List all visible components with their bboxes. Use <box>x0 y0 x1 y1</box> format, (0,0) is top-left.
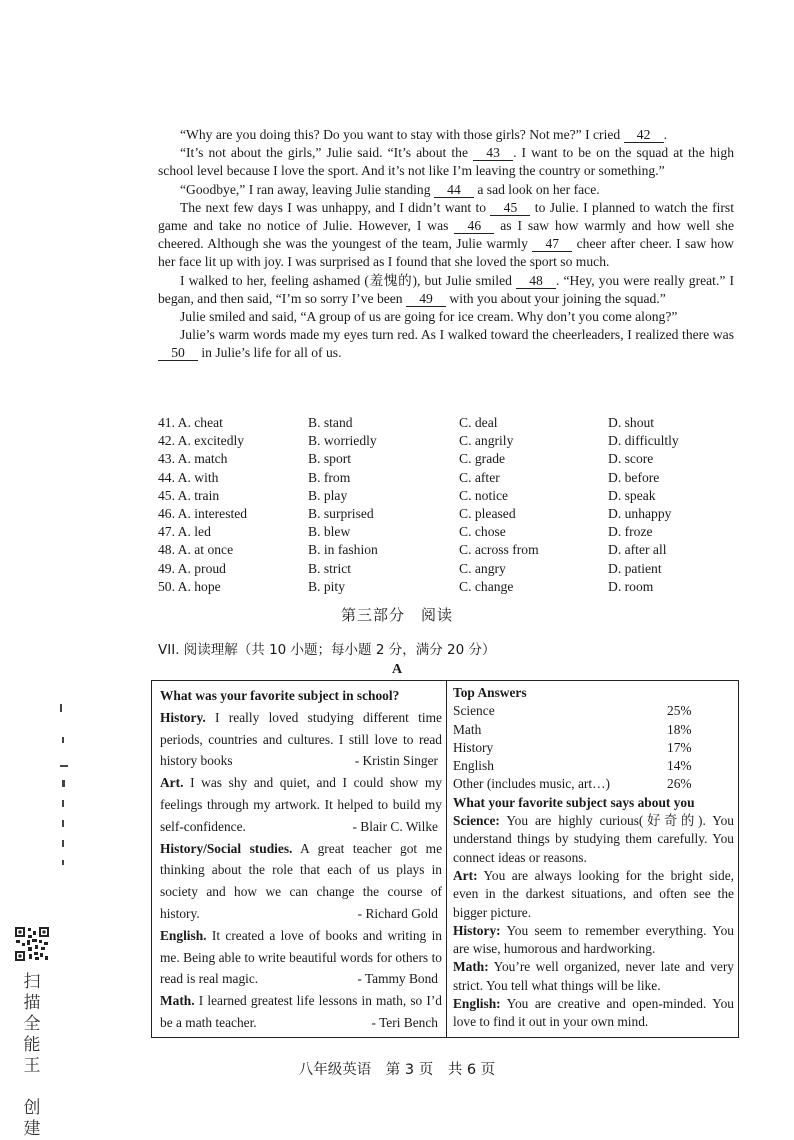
blank-48: 48 <box>516 273 556 289</box>
scan-speck <box>62 840 64 847</box>
answer-entry: History/Social studies. A great teacher got me thinking about the role that each of us plays in society and how we can change the course of history. - Richard Gold <box>160 840 443 921</box>
paragraph: “It’s not about the girls,” Julie said. “It’s about the 43 . I want to be on the squad at the high school level because I love the sport. And it’s not like I’m leaving the country or something.” <box>158 145 734 179</box>
watermark-char: 扫 <box>23 972 41 992</box>
says-entry: History: You seem to remember everything. You are wise, humorous and hardworking. <box>453 922 734 957</box>
cloze-passage <box>158 126 734 363</box>
option-row: 47. A. led B. blew C. chose D. froze <box>158 524 653 540</box>
answers-column <box>152 681 447 1037</box>
says-entry: Art: You are always looking for the bright side, even in the darkest situations, and often see the bigger picture. <box>453 867 734 920</box>
survey-question: What was your favorite subject in school? <box>160 688 400 703</box>
says-entry: English: You are creative and open-minded. You love to find it out in your own mind. <box>453 996 734 1030</box>
stat-row: History 17% <box>453 739 692 755</box>
option-row: 42. A. excitedly B. worriedly C. angrily D. difficultly <box>158 433 679 449</box>
says-title: What your favorite subject says about you <box>453 794 695 810</box>
scan-speck <box>62 737 64 743</box>
option-row: 43. A. match B. sport C. grade D. score <box>158 451 654 467</box>
answer-entry: English. It created a love of books and writing in me. Being able to write beautiful words for others to read is real magic. - Tammy Bond <box>160 927 442 987</box>
scan-speck <box>62 780 65 787</box>
blank-50: 50 <box>158 345 198 361</box>
paragraph: “Why are you doing this? Do you want to stay with those girls? Not me?” I cried 42 . <box>180 127 667 142</box>
blank-44: 44 <box>434 182 474 198</box>
scan-speck <box>60 765 68 767</box>
option-row: 44. A. with B. from C. after D. before <box>158 469 660 485</box>
says-entry: Science: You are highly curious(好奇的). You understand things by studying them carefully. You connect ideas or reasons. <box>453 813 734 865</box>
paragraph: I walked to her, feeling ashamed (羞愧的), but Julie smiled 48 . “Hey, you were really great.” I began, and then said, “I’m so sorry I’ve been 49 with you about your joining the squad.” <box>158 272 734 306</box>
paragraph: Julie smiled and said, “A group of us are going for ice cream. Why don’t you come along?” <box>180 309 678 325</box>
top-answers-column <box>448 681 738 1040</box>
option-row: 49. A. proud B. strict C. angry D. patient <box>158 560 662 576</box>
paragraph: Julie’s warm words made my eyes turn red. As I walked toward the cheerleaders, I realized there was 50 in Julie’s life for all of us. <box>158 326 734 362</box>
page-footer: 八年级英语 第 3 页 共 6 页 <box>298 1062 496 1078</box>
stat-row: Math 18% <box>453 721 692 737</box>
scan-speck <box>62 860 64 865</box>
paragraph: “Goodbye,” I ran away, leaving Julie standing 44 a sad look on her face. <box>180 181 600 197</box>
top-answers-title: Top Answers <box>453 685 527 700</box>
stat-row: Science 25% <box>453 703 692 719</box>
blank-42: 42 <box>624 127 664 143</box>
option-row: 46. A. interested B. surprised C. pleased D. unhappy <box>158 505 672 521</box>
answer-entry: History. I really loved studying different time periods, countries and cultures. I still love to read history books - Kristin Singer <box>160 709 442 769</box>
answer-entry: Math. I learned greatest life lessons in math, so I’d be a math teacher. - Teri Bench <box>160 993 442 1030</box>
option-row: 45. A. train B. play C. notice D. speak <box>158 487 656 503</box>
blank-46: 46 <box>454 218 494 234</box>
watermark-char: 王 <box>23 1056 41 1076</box>
scanner-watermark <box>20 972 44 1140</box>
scan-speck <box>62 800 64 807</box>
watermark-char: 描 <box>23 993 41 1013</box>
scan-speck <box>60 704 62 712</box>
watermark-char: 创 <box>23 1098 41 1118</box>
answer-entry: Art. I was shy and quiet, and I could show my feelings through my artwork. It helped to build my self-confidence. - Blair C. Wilke <box>160 775 442 834</box>
survey-table <box>151 680 739 1038</box>
watermark-char: 建 <box>23 1119 41 1139</box>
blank-47: 47 <box>532 236 572 252</box>
watermark-char: 能 <box>23 1035 41 1055</box>
watermark-char <box>20 1077 44 1098</box>
option-row: 48. A. at once B. in fashion C. across from D. after all <box>158 542 667 558</box>
paragraph: The next few days I was unhappy, and I didn’t want to 45 to Julie. I planned to watch the first game and take no notice of Julie. However, I was 46 as I saw how warmly and how well she cheered. Although she was the youngest of the team, Julie warmly 47 cheer after cheer. I saw how her face lit up with joy. I was surprised as I found that she loved the sport so much. <box>158 199 735 270</box>
option-row: 41. A. cheat B. stand C. deal D. shout <box>158 415 655 430</box>
stat-row: English 14% <box>453 758 692 774</box>
option-row: 50. A. hope B. pity C. change D. room <box>158 578 654 594</box>
section-title: 第三部分 阅读 <box>340 606 453 624</box>
blank-45: 45 <box>490 200 530 216</box>
stat-row: Other (includes music, art…) 26% <box>453 776 692 792</box>
watermark-char: 全 <box>23 1014 41 1034</box>
says-entry: Math: You’re well organized, never late and very strict. You tell what things will be like. <box>453 959 735 993</box>
reading-section-heading: VII. 阅读理解（共 10 小题；每小题 2 分，满分 20 分） <box>158 642 496 658</box>
scan-speck <box>62 820 64 827</box>
blank-49: 49 <box>406 291 446 307</box>
blank-43: 43 <box>473 145 513 161</box>
qr-code-icon <box>14 926 50 962</box>
answer-options <box>158 414 738 596</box>
passage-letter: A <box>391 662 403 677</box>
